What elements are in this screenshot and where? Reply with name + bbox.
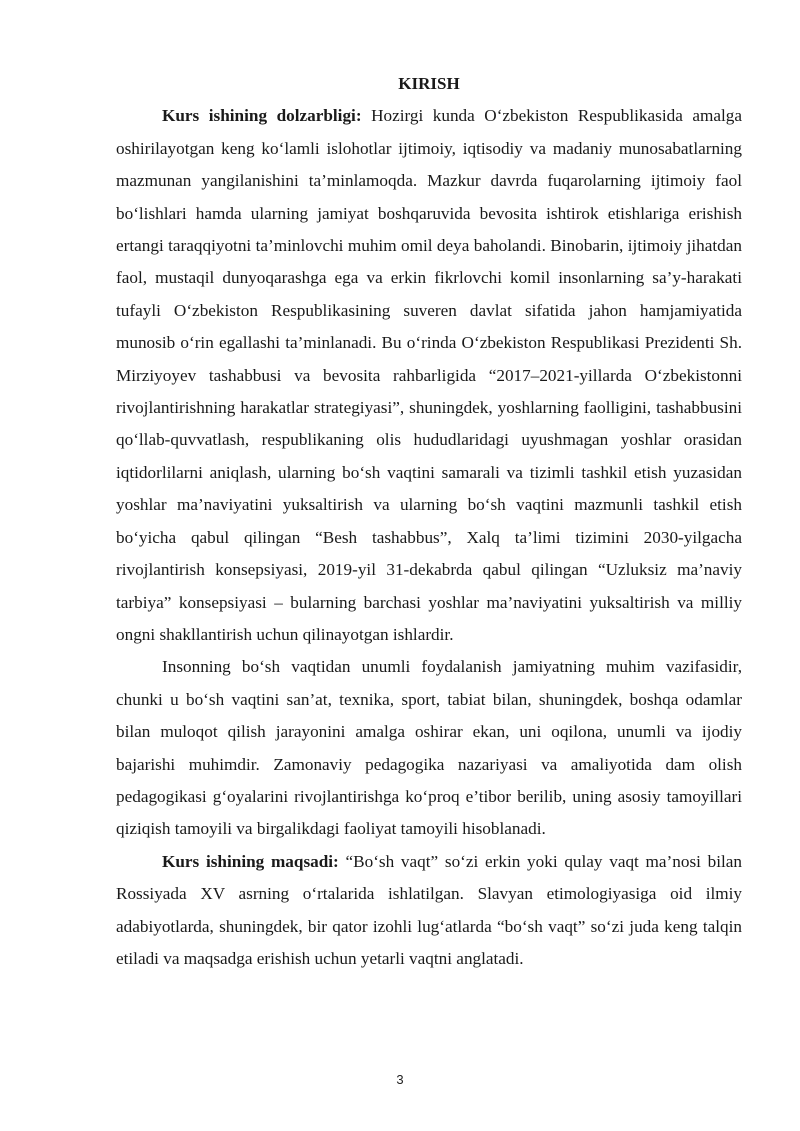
document-page: [116, 68, 742, 975]
paragraph-lead-goal: Kurs ishining maqsadi:: [162, 851, 339, 871]
paragraph-text-goal: “Bo‘sh vaqt” so‘zi erkin yoki qulay vaqt ma’nosi bilan Rossiyada XV asrning o‘rtalarida ishlatilgan. Slavyan etimologiyasiga oid ilmiy adabiyotlarda, shuningdek, bir qator izohli lug‘atlarda “bo‘sh vaqt” so‘zi juda keng talqin etiladi va maqsadga erishish uchun yetarli vaqtni anglatadi.: [116, 851, 743, 968]
paragraph-text-relevance: Hozirgi kunda O‘zbekiston Respublikasida amalga oshirilayotgan keng ko‘lamli islohotlar ijtimoiy, iqtisodiy va madaniy munosabatlarning mazmunan yangilanishini ta’minlamoqda. Mazkur davrda fuqarolarning ijtimoiy faol bo‘lishlari hamda ularning jamiyat boshqaruvida bevosita ishtirok etishlariga erishish ertangi taraqqiyotni ta’minlovchi muhim omil deya baholandi. Binobarin, ijtimoiy jihatdan faol, mustaqil dunyoqarashga ega va erkin fikrlovchi komil insonlarning sa’y-harakati tufayli O‘zbekiston Respublikasining suveren davlat sifatida jahon hamjamiyatida munosib o‘rin egallashi ta’minlanadi. Bu o‘rinda O‘zbekiston Respublikasi Prezidenti Sh. Mirziyoyev tashabbusi va bevosita rahbarligida “2017–2021-yillarda O‘zbekistonni rivojlantirishning harakatlar strategiyasi”, shuningdek, yoshlarning faolligini, tashabbusini qo‘llab-quvvatlash, respublikaning olis hududlaridagi uyushmagan yoshlar orasidan iqtidorlilarni aniqlash, ularning bo‘sh vaqtini samarali va tizimli tashkil etish yuzasidan yoshlar ma’naviyatini yuksaltirish va ularning bo‘sh vaqtini mazmunli tashkil etish bo‘yicha qabul qilingan “Besh tashabbus”, Xalq ta’limi tizimini 2030-yilgacha rivojlantirish konsepsiyasi, 2019-yil 31-dekabrda qabul qilingan “Uzluksiz ma’naviy tarbiya” konsepsiyasi – bularning barchasi yoshlar ma’naviyatini yuksaltirish va milliy ongni shakllantirish uchun qilinayotgan ishlardir.: [116, 106, 742, 644]
paragraph-relevance: [116, 100, 742, 651]
section-heading: KIRISH: [398, 74, 460, 93]
paragraph-goal: [116, 846, 742, 976]
paragraph-leisure: [116, 651, 742, 845]
page-number: 3: [396, 1072, 404, 1087]
paragraph-lead-relevance: Kurs ishining dolzarbligi:: [162, 106, 362, 126]
paragraph-text-leisure: Insonning bo‘sh vaqtidan unumli foydalanish jamiyatning muhim vazifasidir, chunki u bo‘sh vaqtini san’at, texnika, sport, tabiat bilan, shuningdek, boshqa odamlar bilan muloqot qilish jarayonini amalga oshirar ekan, uni oqilona, unumli va ijodiy bajarishi muhimdir. Zamonaviy pedagogika nazariyasi va amaliyotida dam olish pedagogikasi g‘oyalarini rivojlantirishga ko‘proq e’tibor berilib, uning asosiy tamoyillari qiziqish tamoyili va birgalikdagi faoliyat tamoyili hisoblanadi.: [116, 657, 742, 839]
